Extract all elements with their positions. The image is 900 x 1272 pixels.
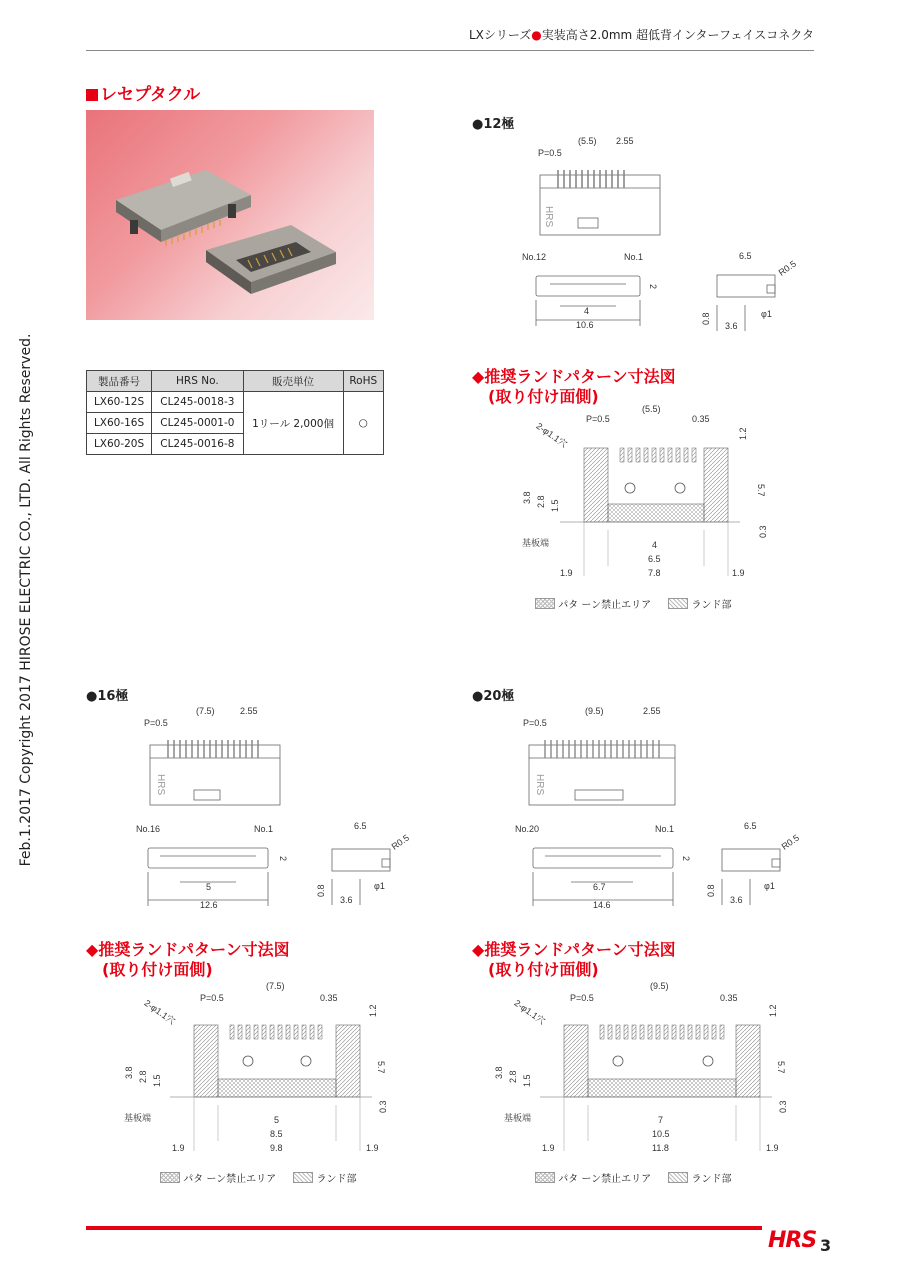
svg-text:6.5: 6.5 [648,554,661,564]
header-title: LXシリーズ●実装高さ2.0mm 超低背インターフェイスコネクタ [468,28,814,42]
svg-text:1.9: 1.9 [366,1143,379,1153]
svg-text:1.9: 1.9 [732,568,745,578]
pole-16-land-pattern [110,975,400,1170]
svg-text:9.8: 9.8 [270,1143,283,1153]
product-table [86,370,384,455]
legend-16: パタ ーン禁止エリア ランド部 [160,1170,357,1185]
legend-20: パタ ーン禁止エリア ランド部 [535,1170,732,1185]
svg-text:6.7: 6.7 [593,882,606,892]
pole-12-top-view [520,130,690,245]
svg-text:基板端: 基板端 [124,1113,152,1123]
svg-text:1.9: 1.9 [766,1143,779,1153]
svg-text:10.6: 10.6 [576,320,594,330]
svg-text:(5.5): (5.5) [578,136,597,146]
svg-text:No.12: No.12 [522,252,547,262]
land-swatch [668,598,688,609]
pole-16-top-view [134,700,304,815]
svg-text:3.8: 3.8 [124,1066,134,1079]
svg-text:φ1: φ1 [764,881,775,891]
land-swatch [668,1172,688,1183]
part-number: LX60-12S [87,392,152,413]
svg-text:P=0.5: P=0.5 [538,148,562,158]
pole-20-land-pattern [480,975,800,1170]
svg-text:No.20: No.20 [515,824,540,834]
land-title-20: ◆推奨ランドパターン寸法図 (取り付け面側) [472,940,676,979]
svg-text:1.2: 1.2 [768,1004,778,1017]
svg-text:HRS: HRS [543,206,554,228]
svg-text:2: 2 [278,856,288,862]
svg-text:5.7: 5.7 [776,1061,786,1074]
svg-text:P=0.5: P=0.5 [586,414,610,424]
sales-unit: 1リール 2,000個 [243,392,343,455]
svg-text:2: 2 [648,284,658,290]
header-hrs-no: HRS No. [152,371,243,392]
svg-text:5.7: 5.7 [756,484,766,497]
pole-16-heading: ●16極 [86,689,129,704]
svg-text:(5.5): (5.5) [642,404,661,414]
svg-text:(9.5): (9.5) [585,706,604,716]
svg-text:6.5: 6.5 [354,821,367,831]
svg-text:2-φ1.1穴: 2-φ1.1穴 [142,997,178,1027]
header-rule [86,50,814,51]
pole-20-heading: ●20極 [472,689,515,704]
svg-text:(9.5): (9.5) [650,981,669,991]
svg-text:12.6: 12.6 [200,900,218,910]
land-swatch [293,1172,313,1183]
footer-rule [86,1226,762,1230]
red-diamond-icon: ◆ [86,940,99,959]
svg-text:No.1: No.1 [624,252,644,262]
svg-text:(7.5): (7.5) [266,981,285,991]
svg-text:3.8: 3.8 [494,1066,504,1079]
svg-text:0.3: 0.3 [778,1100,788,1113]
svg-text:10.5: 10.5 [652,1129,670,1139]
svg-text:(7.5): (7.5) [196,706,215,716]
pole-20-side-view [700,815,815,910]
land-title-12: ◆推奨ランドパターン寸法図 (取り付け面側) [472,367,676,406]
svg-text:14.6: 14.6 [593,900,611,910]
svg-text:P=0.5: P=0.5 [523,718,547,728]
table-row [87,392,384,413]
keepout-swatch [535,598,555,609]
part-number: LX60-20S [87,434,152,455]
svg-text:7.8: 7.8 [648,568,661,578]
svg-text:3.6: 3.6 [340,895,353,905]
svg-text:1.5: 1.5 [550,499,560,512]
svg-text:2.55: 2.55 [240,706,258,716]
svg-text:7: 7 [658,1115,664,1125]
svg-text:1.5: 1.5 [152,1074,162,1087]
svg-text:HRS: HRS [155,774,166,796]
svg-text:0.3: 0.3 [378,1100,388,1113]
svg-text:5: 5 [206,882,212,892]
svg-text:0.35: 0.35 [720,993,738,1003]
pole-20-top-view [515,700,695,815]
rohs-mark: ○ [343,392,383,455]
hrs-logo: HRS [768,1228,817,1253]
svg-text:1.9: 1.9 [542,1143,555,1153]
svg-text:1.2: 1.2 [738,427,748,440]
section-title: レセプタクル [86,80,200,105]
svg-text:5.7: 5.7 [376,1061,386,1074]
svg-text:8.5: 8.5 [270,1129,283,1139]
svg-text:3.8: 3.8 [522,491,532,504]
hrs-number: CL245-0018-3 [152,392,243,413]
pole-16-front-view [120,820,290,910]
red-diamond-icon: ◆ [472,367,485,386]
keepout-swatch [535,1172,555,1183]
svg-text:0.8: 0.8 [706,884,716,897]
svg-text:基板端: 基板端 [504,1113,532,1123]
svg-text:3.6: 3.6 [725,321,738,331]
svg-text:2: 2 [681,856,691,862]
legend-12: パタ ーン禁止エリア ランド部 [535,596,732,611]
svg-text:3.6: 3.6 [730,895,743,905]
svg-text:2.8: 2.8 [536,495,546,508]
header-unit: 販売単位 [243,371,343,392]
connector-image-1 [116,170,251,246]
table-header-row [87,371,384,392]
svg-text:No.16: No.16 [136,824,161,834]
svg-text:0.8: 0.8 [316,884,326,897]
svg-text:2-φ1.1穴: 2-φ1.1穴 [512,997,548,1027]
pole-12-heading: ●12極 [472,117,515,132]
pole-20-front-view [505,820,695,910]
svg-text:11.8: 11.8 [652,1143,669,1153]
connector-image-2 [206,225,336,294]
svg-text:5: 5 [274,1115,280,1125]
svg-text:P=0.5: P=0.5 [144,718,168,728]
land-title-16: ◆推奨ランドパターン寸法図 (取り付け面側) [86,940,290,979]
svg-text:1.2: 1.2 [368,1004,378,1017]
pole-12-side-view [695,245,815,335]
pole-12-front-view [520,250,670,330]
svg-text:6.5: 6.5 [744,821,757,831]
svg-text:0.3: 0.3 [758,525,768,538]
red-square-icon [86,89,98,101]
svg-text:6.5: 6.5 [739,251,752,261]
pole-12-land-pattern [500,400,780,600]
svg-text:R0.5: R0.5 [776,258,798,278]
keepout-swatch [160,1172,180,1183]
svg-text:HRS: HRS [534,774,545,796]
svg-text:2.8: 2.8 [508,1070,518,1083]
svg-text:φ1: φ1 [374,881,385,891]
svg-text:φ1: φ1 [761,309,772,319]
svg-text:0.35: 0.35 [692,414,710,424]
svg-text:1.9: 1.9 [172,1143,185,1153]
svg-text:P=0.5: P=0.5 [200,993,224,1003]
svg-text:4: 4 [584,306,590,316]
vertical-copyright: Feb.1.2017 Copyright 2017 HIROSE ELECTRIC CO., LTD. All Rights Reserved. [18,333,34,867]
svg-text:2.55: 2.55 [643,706,661,716]
svg-text:0.8: 0.8 [701,312,711,325]
header-rohs: RoHS [343,371,383,392]
svg-text:4: 4 [652,540,658,550]
product-photo [86,110,374,320]
red-diamond-icon: ◆ [472,940,485,959]
svg-text:No.1: No.1 [655,824,675,834]
part-number: LX60-16S [87,413,152,434]
svg-text:1.5: 1.5 [522,1074,532,1087]
svg-text:R0.5: R0.5 [779,832,801,852]
page-number: 3 [820,1236,832,1255]
svg-text:No.1: No.1 [254,824,274,834]
svg-text:基板端: 基板端 [522,538,550,548]
pole-16-side-view [312,815,422,910]
hrs-number: CL245-0016-8 [152,434,243,455]
header-part-number: 製品番号 [87,371,152,392]
svg-text:2-φ1.1穴: 2-φ1.1穴 [534,420,570,450]
svg-text:1.9: 1.9 [560,568,573,578]
hrs-number: CL245-0001-0 [152,413,243,434]
svg-text:0.35: 0.35 [320,993,338,1003]
svg-text:2.8: 2.8 [138,1070,148,1083]
svg-text:P=0.5: P=0.5 [570,993,594,1003]
svg-text:2.55: 2.55 [616,136,634,146]
svg-text:R0.5: R0.5 [389,832,411,852]
